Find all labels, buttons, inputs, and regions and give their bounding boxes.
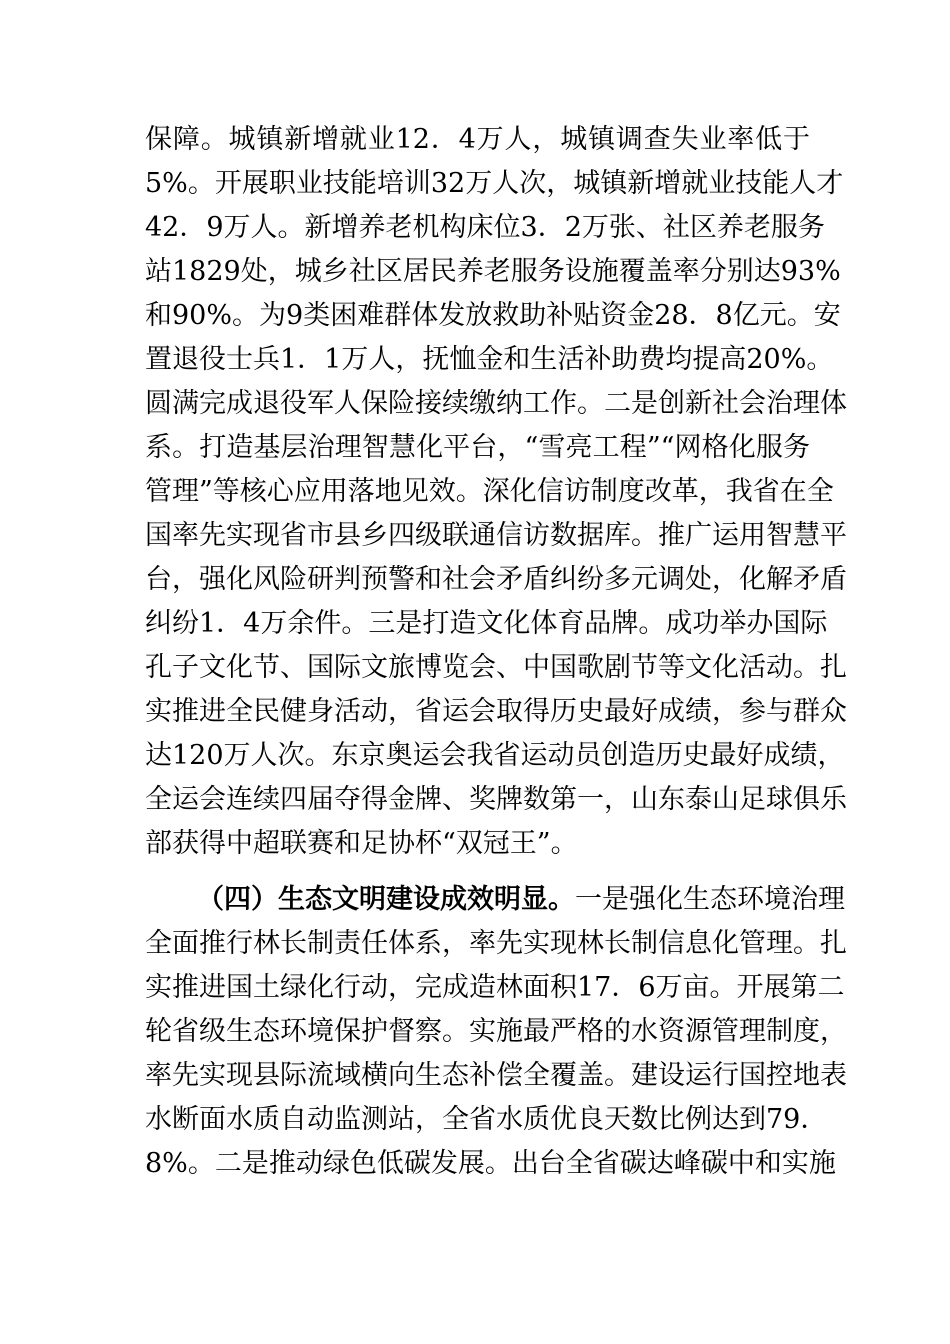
text-line: 42．9万人。新增养老机构床位3．2万张、社区养老服务 xyxy=(145,212,825,243)
text-line xyxy=(197,878,845,922)
text-line: 国率先实现省市县乡四级联通信访数据库。推广运用智慧平 xyxy=(145,520,847,551)
text-line: 实推进国土绿化行动，完成造林面积17．6万亩。开展第二 xyxy=(145,972,845,1003)
text-line: 置退役士兵1．1万人，抚恤金和生活补助费均提高20%。 xyxy=(145,344,834,375)
text-line: 率先实现县际流域横向生态补偿全覆盖。建设运行国控地表 xyxy=(145,1060,847,1091)
section-heading: （四）生态文明建设成效明显。 xyxy=(197,884,575,915)
text-line: 5%。开展职业技能培训32万人次，城镇新增就业技能人才 xyxy=(145,168,844,199)
text-line: 全面推行林长制责任体系，率先实现林长制信息化管理。扎 xyxy=(145,928,847,959)
text-line: 8%。二是推动绿色低碳发展。出台全省碳达峰碳中和实施 xyxy=(145,1148,836,1179)
text-line: 系。打造基层治理智慧化平台，“雪亮工程”“网格化服务 xyxy=(145,432,810,463)
text-line: 达120万人次。东京奥运会我省运动员创造历史最好成绩， xyxy=(145,740,845,771)
text-line: 和90%。为9类困难群体发放救助补贴资金28．8亿元。安 xyxy=(145,300,841,331)
text-line: 管理”等核心应用落地见效。深化信访制度改革，我省在全 xyxy=(145,476,834,507)
text-line: 实推进全民健身活动，省运会取得历史最好成绩，参与群众 xyxy=(145,696,847,727)
text-line: 保障。城镇新增就业12．4万人，城镇调查失业率低于 xyxy=(145,124,810,155)
text-line: 孔子文化节、国际文旅博览会、中国歌剧节等文化活动。扎 xyxy=(145,652,847,683)
text-line: 台，强化风险研判预警和社会矛盾纠纷多元调处，化解矛盾 xyxy=(145,564,847,595)
text-run: 一是强化生态环境治理 xyxy=(575,884,845,915)
text-line: 站1829处，城乡社区居民养老服务设施覆盖率分别达93% xyxy=(145,256,841,287)
text-line: 圆满完成退役军人保险接续缴纳工作。二是创新社会治理体 xyxy=(145,388,847,419)
text-line: 纠纷1．4万余件。三是打造文化体育品牌。成功举办国际 xyxy=(145,608,828,639)
text-line: 轮省级生态环境保护督察。实施最严格的水资源管理制度， xyxy=(145,1016,847,1047)
text-line: 全运会连续四届夺得金牌、奖牌数第一，山东泰山足球俱乐 xyxy=(145,784,847,815)
text-line: 水断面水质自动监测站，全省水质优良天数比例达到79． xyxy=(145,1104,828,1135)
text-line: 部获得中超联赛和足协杯“双冠王”。 xyxy=(145,828,578,859)
